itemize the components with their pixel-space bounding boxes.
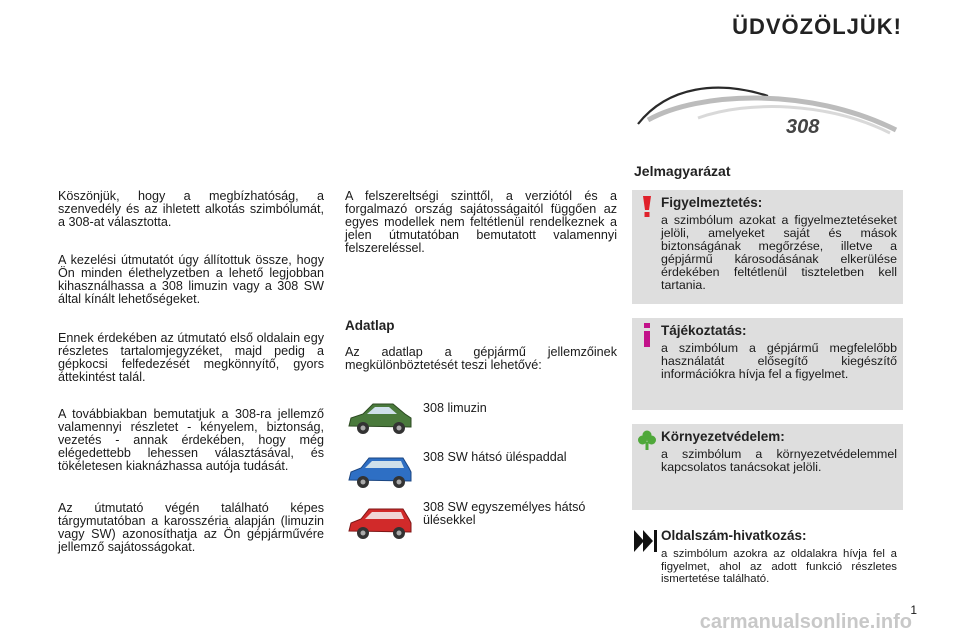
- car-label-sedan: 308 limuzin: [423, 401, 487, 415]
- legend-heading: Jelmagyarázat: [634, 163, 731, 179]
- car-label-sw-bench: 308 SW hátsó üléspaddal: [423, 450, 567, 464]
- car-icon-sw-individual: [345, 503, 415, 548]
- info-title: Tájékoztatás:: [661, 323, 747, 338]
- page-ref-title: Oldalszám-hivatkozás:: [661, 528, 807, 543]
- environment-text: a szimbólum a környezetvédelemmel kapcsolatos tanácsokat jelöli.: [661, 447, 897, 474]
- car-icon-sedan: [345, 398, 415, 443]
- intro-paragraph: Köszönjük, hogy a megbízhatóság, a szenvedély és az ihletett alkotás szimbólumát, a 308-at választotta.: [58, 189, 324, 229]
- logo-text: 308: [786, 116, 820, 138]
- page-title: ÜDVÖZÖLJÜK!: [732, 14, 902, 39]
- info-icon: [640, 323, 654, 352]
- adatlap-text: Az adatlap a gépjármű jellemzőinek megkülönböztetését teszi lehetővé:: [345, 345, 617, 372]
- watermark: carmanualsonline.info: [699, 611, 912, 633]
- paragraph-5: Az útmutató végén található képes tárgymutatóban a karosszéria alapján (limuzin vagy SW) azonosíthatja az Ön gépjárművére jellemző sajátosságokat.: [58, 501, 324, 554]
- car-icon-sw-bench: [345, 452, 415, 497]
- environment-title: Környezetvédelem:: [661, 429, 785, 444]
- paragraph-3: Ennek érdekében az útmutató első oldalain egy részletes tartalomjegyzéket, majd pedig a gépkocsi felfedezését megkönnyítő, gyors áttekintést talál.: [58, 331, 324, 384]
- fast-forward-icon: [634, 530, 658, 557]
- paragraph-4: A továbbiakban bemutatjuk a 308-ra jellemző valamennyi részletet - kényelem, biztonság, vezetés - annak érdekében, hogy még elégedettebb lehessen választásával, és tökéletesen kiaknázhassa autója tudását.: [58, 407, 324, 473]
- warning-box: [632, 190, 903, 304]
- page-ref-text: a szimbólum azokra az oldalakra hívja fel a figyelmet, ahol az adott funkció részletes ismertetése található.: [661, 548, 897, 585]
- environment-box: [632, 424, 903, 510]
- brand-logo: [628, 78, 908, 153]
- exclamation-icon: [640, 196, 654, 223]
- tree-icon: [638, 430, 656, 455]
- paragraph-2: A kezelési útmutatót úgy állítottuk össze, hogy Ön minden élethelyzetben a lehető legjobban kihasználhassa a 308 limuzin vagy a 308 SW által kínált lehetőségeket.: [58, 253, 324, 306]
- info-text: a szimbólum a gépjármű megfelelőbb használatát elősegítő kiegészítő információkra hívja fel a figyelmet.: [661, 341, 897, 381]
- equipment-paragraph: A felszereltségi szinttől, a verziótól és a forgalmazó ország sajátosságaitól függően az egyes modellek nem feltétlenül rendelkeznek a jelen útmutatóban bemutatott valamennyi felszereléssel.: [345, 189, 617, 255]
- car-label-sw-individual: 308 SW egyszemélyes hátsó ülésekkel: [423, 500, 586, 527]
- warning-text: a szimbólum azokat a figyelmeztetéseket jelöli, amelyeket saját és mások biztonságának megőrzése, illetve a gépjármű károsodásának elkerülése érdekében feltétlenül tiszteletben kell tartania.: [661, 213, 897, 292]
- adatlap-heading: Adatlap: [345, 318, 395, 333]
- info-box: [632, 318, 903, 410]
- page-number: 1: [910, 603, 917, 617]
- warning-title: Figyelmeztetés:: [661, 195, 763, 210]
